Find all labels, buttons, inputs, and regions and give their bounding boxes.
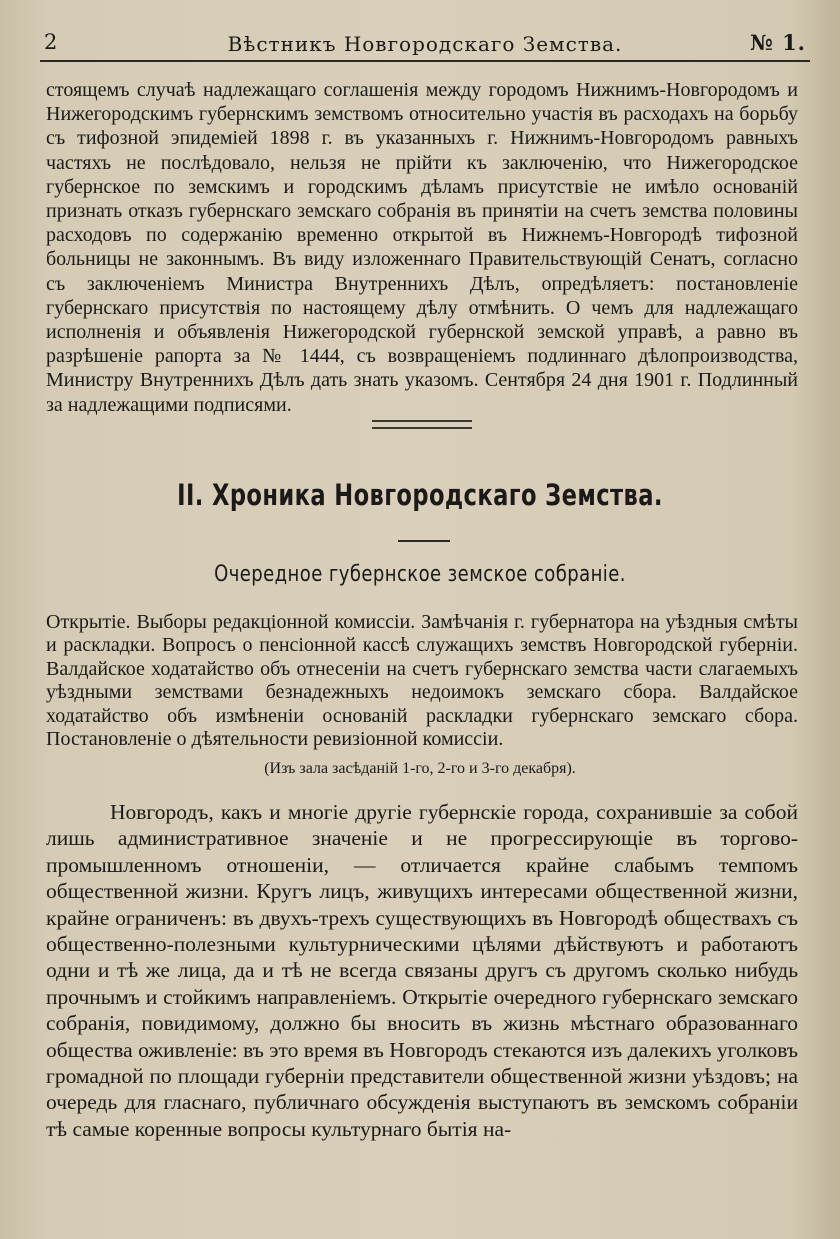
article-body — [46, 799, 798, 1142]
page-header — [40, 30, 810, 62]
issue-number: № 1. — [749, 30, 806, 55]
article-subtitle: Очередное губернское земское собраніе. — [214, 562, 626, 587]
decree-paragraph: стоящемъ случаѣ надлежащаго соглашенія между городомъ Нижнимъ-Новгородомъ и Нижегородскимъ губернскимъ земствомъ относительно участія въ расходахъ на борьбу съ тифозной эпидеміей 1898 г. въ указанныхъ г. Нижнимъ-Новгородомъ равныхъ частяхъ не послѣдовало, нельзя не прійти къ заключенію, что Нижегородское губернское по земскимъ и городскимъ дѣламъ присутствіе не имѣло основаній признать отказъ губернскаго земскаго собранія въ принятіи на счетъ земства половины расходовъ по содержанію временно открытой въ Нижнемъ-Новгородѣ тифозной больницы не законнымъ. Въ виду изложеннаго Правительствующій Сенатъ, согласно съ заключеніемъ Министра Внутреннихъ Дѣлъ, опредѣляетъ: постановленіе губернскаго присутствія по настоящему дѣлу отмѣнить. О чемъ для надлежащаго исполненія и объявленія Нижегородской губернской земской управѣ, а равно въ разрѣшеніе рапорта за № 1444, съ возвращеніемъ подлиннаго дѣлопроизводства, Министру Внутреннихъ Дѣлъ дать знать указомъ. Сентября 24 дня 1901 г. Подлинный за надлежащими подписями. — [46, 79, 798, 416]
title-rule — [398, 540, 450, 542]
article-summary: Открытіе. Выборы редакціонной комиссіи. Замѣчанія г. губернатора на уѣздныя смѣты и раскладки. Вопросъ о пенсіонной кассѣ служащихъ земствъ Новгородской губерніи. Валдайское ходатайство объ отнесеніи на счетъ губернскаго земства части слагаемыхъ уѣздными земствами безнадежныхъ недоимокъ земскаго сбора. Валдайское ходатайство объ измѣненіи основаній раскладки губернскаго земскаго сбора. Постановленіе о дѣятельности ревизіонной комиссіи. — [46, 611, 798, 751]
page-number: 2 — [44, 30, 58, 54]
session-source: (Изъ зала засѣданій 1-го, 2-го и 3-го декабря). — [264, 760, 576, 777]
journal-title: Вѣстникъ Новгородскаго Земства. — [227, 32, 623, 56]
article-body-text: Новгородъ, какъ и многіе другіе губернскіе города, сохранившіе за собой лишь административное значеніе и не прогрессирующіе въ торгово-промышленномъ отношеніи, — отличается крайне слабымъ темпомъ общественной жизни. Кругъ лицъ, живущихъ интересами общественной жизни, крайне ограниченъ: въ двухъ-трехъ существующихъ въ Новгородѣ обществахъ съ общественно-полезными культурническими цѣлями дѣйствуютъ и работаютъ одни и тѣ же лица, да и тѣ не всегда связаны другъ съ другомъ сколько нибудь прочнымъ и стойкимъ направленіемъ. Открытіе очередного губернскаго земскаго собранія, повидимому, должно бы вносить въ жизнь мѣстнаго образованнаго общества оживленіе: въ это время въ Новгородъ стекаются изъ далекихъ уголковъ громадной по площади губерніи представители общественной жизни уѣздовъ; на очередь для гласнаго, публичнаго обсужденія выступаютъ въ земскомъ собраніи тѣ самые коренные вопросы культурнаго бытія на- — [46, 800, 798, 1141]
section-divider — [372, 420, 472, 429]
section-title: II. Хроника Новгородскаго Земства. — [177, 478, 663, 512]
